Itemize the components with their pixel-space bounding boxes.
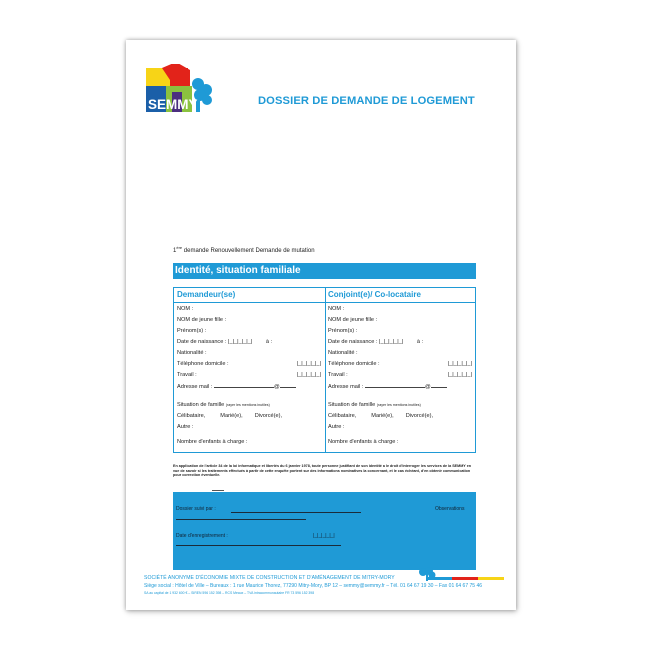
registration-date-line[interactable] [176,545,341,546]
observations-label: Observations [435,506,465,512]
applicant-maiden-name-field[interactable]: NOM de jeune fille : [177,317,227,323]
spouse-other-status-field[interactable]: Autre : [328,424,345,430]
spouse-birthdate-field[interactable]: Date de naissance : |_|_|_|_|_| à : [328,339,424,345]
applicant-nationality-field[interactable]: Nationalité : [177,350,207,356]
spouse-email-field[interactable]: Adresse mail : @ [328,383,474,390]
applicant-birthdate-field[interactable]: Date de naissance : |_|_|_|_|_| à : [177,339,273,345]
office-use-block [173,492,476,570]
spouse-family-status-label: Situation de famille (rayer les mentions inutiles) [328,402,421,408]
spouse-firstname-field[interactable]: Prénom(s) : [328,328,358,334]
renewal-label[interactable]: Renouvellement [210,248,254,254]
document-title: DOSSIER DE DEMANDE DE LOGEMENT [258,95,475,107]
legal-notice: En application de l'article 34 de la loi informatique et libertés du 6 janvier 1978, toute personne justifiant de son identité a le droit d'interroger les services de la SEMMY en vue de savoir si les traitements effectués à partir de cette enquête portent sur des informations nominatives la concernant, et le cas échéant, d'en obtenir communication pour correction éventuelle. [173,464,471,478]
divider [212,490,224,491]
dossier-suivi-line-2[interactable] [176,519,306,520]
footer-company: SOCIÉTÉ ANONYME D'ÉCONOMIE MIXTE DE CONSTRUCTION ET D'AMÉNAGEMENT DE MITRY-MORY [144,575,395,581]
demand-types [173,245,315,254]
first-demand-label[interactable]: 1ère demande [173,245,209,254]
applicant-firstname-field[interactable]: Prénom(s) : [177,328,207,334]
spouse-nom-field[interactable]: NOM : [328,306,345,312]
footer-address: Siège social : Hôtel de Ville – Bureaux : 1 rue Maurice Thorez, 77290 Mitry-Mory, BP 12 – semmy@semmy.fr – Tél. 01 64 67 19 30 – Fax 01 64 67 75 46 [144,583,483,589]
dossier-suivi-label: Dossier suivi par : [176,506,216,512]
dossier-suivi-line[interactable] [231,512,361,513]
applicant-family-status-options[interactable]: Célibataire, Marié(e), Divorcé(e), [177,413,283,419]
document-page [126,40,516,610]
applicant-email-field[interactable]: Adresse mail : @ [177,383,323,390]
spouse-heading: Conjoint(e)/ Co-locataire [325,288,476,303]
applicant-home-phone-field[interactable]: Téléphone domicile : |_|_|_|_|_| [177,361,321,367]
spouse-home-phone-field[interactable]: Téléphone domicile : |_|_|_|_|_| [328,361,472,367]
spouse-maiden-name-field[interactable]: NOM de jeune fille : [328,317,378,323]
spouse-nationality-field[interactable]: Nationalité : [328,350,358,356]
applicant-other-status-field[interactable]: Autre : [177,424,194,430]
applicant-column [174,288,326,452]
registration-date-label: Date d'enregistrement : [176,533,228,539]
identity-form [173,287,476,453]
footer-color-stripe [426,577,504,580]
section-title-bar: Identité, situation familiale [173,263,476,279]
spouse-family-status-options[interactable]: Célibataire, Marié(e), Divorcé(e), [328,413,434,419]
registration-date-mask[interactable]: |_|_|_|_|_| [313,533,335,539]
applicant-heading: Demandeur(se) [174,288,325,303]
footer-legal: SA au capital de 1 932 600 € – SIREN 596 152 398 – RCS Meaux – TVA intracommunautaire FR 73 596 152 398 [144,591,315,595]
applicant-children-field[interactable]: Nombre d'enfants à charge : [177,439,248,445]
applicant-family-status-label: Situation de famille (rayer les mentions inutiles) [177,402,270,408]
applicant-work-phone-field[interactable]: Travail : |_|_|_|_|_| [177,372,321,378]
logo-text: SEMMY [148,97,198,112]
semmy-logo [144,64,214,124]
mutation-label[interactable]: Demande de mutation [255,248,315,254]
spouse-work-phone-field[interactable]: Travail : |_|_|_|_|_| [328,372,472,378]
spouse-column [325,288,476,452]
applicant-nom-field[interactable]: NOM : [177,306,194,312]
spouse-children-field[interactable]: Nombre d'enfants à charge : [328,439,399,445]
